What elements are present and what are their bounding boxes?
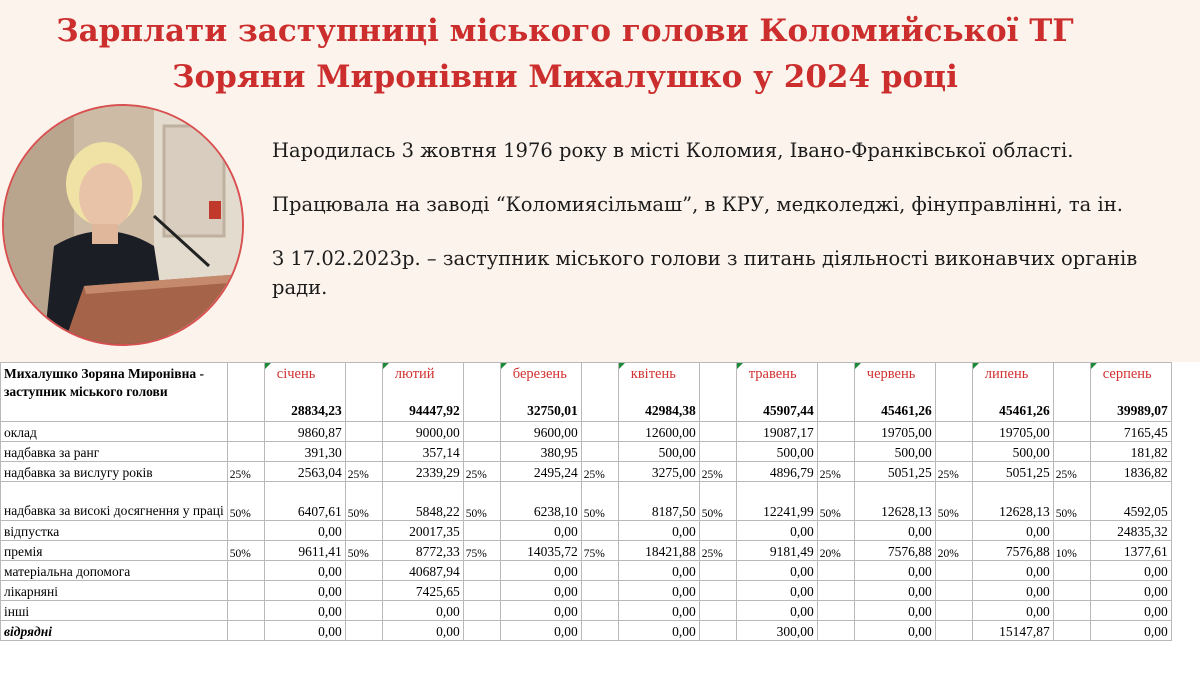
header-spacer-cell [581,363,618,422]
month-name: травень [748,366,797,382]
percent-cell[interactable] [463,422,500,442]
amount-cell[interactable]: 0,00 [618,621,699,641]
portrait-photo [2,104,244,346]
percent-cell[interactable] [699,442,736,462]
amount-cell[interactable]: 500,00 [972,442,1053,462]
salary-table-body [1,363,1172,641]
percent-cell[interactable]: 25% [1053,462,1090,482]
month-header-cell[interactable] [1090,363,1171,422]
month-total: 45461,26 [999,403,1050,418]
header-spacer-cell [935,363,972,422]
table-row [1,482,1172,521]
amount-cell[interactable]: 6407,61 [264,482,345,521]
amount-cell[interactable]: 12628,13 [972,482,1053,521]
percent-cell[interactable]: 50% [345,482,382,521]
amount-cell[interactable]: 357,14 [382,442,463,462]
percent-cell[interactable]: 25% [699,462,736,482]
bio-work: Працювала на заводі “Коломиясільмаш”, в КРУ, медколеджі, фінуправлінні, та ін. [272,193,1123,216]
amount-cell[interactable]: 0,00 [854,561,935,581]
amount-cell[interactable]: 19705,00 [854,422,935,442]
row-label[interactable]: надбавка за високі досягнення у праці [1,482,228,521]
amount-cell[interactable]: 15147,87 [972,621,1053,641]
amount-cell[interactable]: 6238,10 [500,482,581,521]
percent-cell[interactable] [227,561,264,581]
salary-spreadsheet [0,362,1200,675]
percent-cell[interactable]: 75% [463,541,500,561]
amount-cell[interactable]: 19705,00 [972,422,1053,442]
amount-cell[interactable]: 0,00 [264,601,345,621]
percent-cell[interactable] [345,442,382,462]
percent-cell[interactable] [227,601,264,621]
amount-cell[interactable]: 0,00 [382,621,463,641]
amount-cell[interactable]: 2495,24 [500,462,581,482]
amount-cell[interactable]: 9860,87 [264,422,345,442]
salary-table [0,362,1172,641]
header-spacer-cell [227,363,264,422]
percent-cell[interactable] [345,581,382,601]
percent-cell[interactable] [463,442,500,462]
table-row [1,462,1172,482]
month-total: 32750,01 [527,403,578,418]
percent-cell[interactable]: 50% [817,482,854,521]
percent-cell[interactable] [581,601,618,621]
amount-cell[interactable]: 0,00 [736,521,817,541]
amount-cell[interactable]: 0,00 [972,581,1053,601]
table-row [1,601,1172,621]
amount-cell[interactable]: 12600,00 [618,422,699,442]
row-label[interactable]: відпустка [1,521,228,541]
percent-cell[interactable] [227,521,264,541]
amount-cell[interactable]: 5848,22 [382,482,463,521]
employee-name-header: Михалушко Зоряна Миронівна - заступник міського голови [1,363,228,422]
amount-cell[interactable]: 3275,00 [618,462,699,482]
percent-cell[interactable] [227,621,264,641]
percent-cell[interactable] [935,561,972,581]
percent-cell[interactable] [1053,521,1090,541]
percent-cell[interactable] [581,621,618,641]
table-row [1,541,1172,561]
percent-cell[interactable]: 50% [699,482,736,521]
table-row [1,581,1172,601]
month-total: 45461,26 [881,403,932,418]
percent-cell[interactable]: 75% [581,541,618,561]
amount-cell[interactable]: 8187,50 [618,482,699,521]
percent-cell[interactable] [817,561,854,581]
amount-cell[interactable]: 0,00 [854,621,935,641]
header-spacer-cell [699,363,736,422]
row-label[interactable]: надбавка за вислугу років [1,462,228,482]
biography [272,136,1162,327]
amount-cell[interactable]: 391,30 [264,442,345,462]
amount-cell[interactable]: 4592,05 [1090,482,1171,521]
amount-cell[interactable]: 500,00 [618,442,699,462]
percent-cell[interactable] [345,621,382,641]
month-total: 45907,44 [763,403,814,418]
amount-cell[interactable]: 0,00 [618,521,699,541]
amount-cell[interactable]: 0,00 [1090,601,1171,621]
amount-cell[interactable]: 7165,45 [1090,422,1171,442]
percent-cell[interactable] [817,621,854,641]
month-total: 42984,38 [645,403,696,418]
percent-cell[interactable]: 10% [1053,541,1090,561]
row-label[interactable]: надбавка за ранг [1,442,228,462]
table-row [1,521,1172,541]
percent-cell[interactable]: 25% [345,462,382,482]
percent-cell[interactable] [1053,601,1090,621]
percent-cell[interactable]: 25% [935,462,972,482]
header-spacer-cell [1053,363,1090,422]
percent-cell[interactable] [817,601,854,621]
month-total: 39989,07 [1117,403,1168,418]
amount-cell[interactable]: 0,00 [736,581,817,601]
amount-cell[interactable]: 0,00 [1090,561,1171,581]
amount-cell[interactable]: 0,00 [500,601,581,621]
amount-cell[interactable]: 2563,04 [264,462,345,482]
percent-cell[interactable] [1053,561,1090,581]
month-name: лютий [394,366,435,382]
month-name: серпень [1102,366,1152,382]
percent-cell[interactable]: 25% [463,462,500,482]
amount-cell[interactable]: 19087,17 [736,422,817,442]
amount-cell[interactable]: 500,00 [736,442,817,462]
amount-cell[interactable]: 0,00 [972,601,1053,621]
month-name: березень [512,366,567,382]
percent-cell[interactable]: 50% [1053,482,1090,521]
percent-cell[interactable]: 25% [817,462,854,482]
page-title-line2: Зоряни Миронівни Михалушко у 2024 році [172,59,958,95]
percent-cell[interactable] [581,521,618,541]
percent-cell[interactable] [1053,442,1090,462]
amount-cell[interactable]: 0,00 [500,561,581,581]
amount-cell[interactable]: 500,00 [854,442,935,462]
amount-cell[interactable]: 0,00 [264,561,345,581]
amount-cell[interactable]: 181,82 [1090,442,1171,462]
percent-cell[interactable]: 50% [227,482,264,521]
amount-cell[interactable]: 0,00 [972,521,1053,541]
percent-cell[interactable] [935,442,972,462]
bio-birth: Народилась 3 жовтня 1976 року в місті Коломия, Івано-Франківської області. [272,139,1074,162]
percent-cell[interactable] [463,621,500,641]
month-header-cell[interactable] [618,363,699,422]
percent-cell[interactable] [1053,621,1090,641]
amount-cell[interactable]: 40687,94 [382,561,463,581]
month-name: квітень [630,366,676,382]
amount-cell[interactable]: 0,00 [382,601,463,621]
percent-cell[interactable]: 50% [463,482,500,521]
amount-cell[interactable]: 0,00 [1090,581,1171,601]
amount-cell[interactable]: 9611,41 [264,541,345,561]
amount-cell[interactable]: 0,00 [264,581,345,601]
percent-cell[interactable] [345,561,382,581]
percent-cell[interactable] [581,442,618,462]
amount-cell[interactable]: 2339,29 [382,462,463,482]
row-label[interactable]: матеріальна допомога [1,561,228,581]
amount-cell[interactable]: 5051,25 [972,462,1053,482]
page-title-line1: Зарплати заступниці міського голови Коломийської ТГ [56,13,1074,49]
month-total: 94447,92 [409,403,460,418]
amount-cell[interactable]: 0,00 [500,581,581,601]
month-name: червень [866,366,916,382]
portrait-illustration [4,106,242,344]
amount-cell[interactable]: 300,00 [736,621,817,641]
percent-cell[interactable]: 50% [581,482,618,521]
row-label[interactable]: відрядні [1,621,228,641]
amount-cell[interactable]: 14035,72 [500,541,581,561]
amount-cell[interactable]: 0,00 [264,521,345,541]
amount-cell[interactable]: 1377,61 [1090,541,1171,561]
amount-cell[interactable]: 9181,49 [736,541,817,561]
percent-cell[interactable] [227,581,264,601]
amount-cell[interactable]: 8772,33 [382,541,463,561]
month-name: липень [984,366,1029,382]
bio-position: З 17.02.2023р. – заступник міського голови з питань діяльності виконавчих органів ради. [272,247,1138,299]
amount-cell[interactable]: 0,00 [1090,621,1171,641]
amount-cell[interactable]: 12628,13 [854,482,935,521]
month-total: 28834,23 [291,403,342,418]
amount-cell[interactable]: 0,00 [618,561,699,581]
percent-cell[interactable] [581,581,618,601]
table-row [1,422,1172,442]
percent-cell[interactable] [935,521,972,541]
header-spacer-cell [817,363,854,422]
percent-cell[interactable] [817,422,854,442]
amount-cell[interactable]: 0,00 [264,621,345,641]
amount-cell[interactable]: 1836,82 [1090,462,1171,482]
percent-cell[interactable] [345,601,382,621]
header-row [1,363,1172,422]
percent-cell[interactable] [699,561,736,581]
percent-cell[interactable] [463,581,500,601]
amount-cell[interactable]: 20017,35 [382,521,463,541]
amount-cell[interactable]: 0,00 [854,521,935,541]
percent-cell[interactable] [463,601,500,621]
percent-cell[interactable] [227,422,264,442]
month-header-cell[interactable] [382,363,463,422]
percent-cell[interactable] [699,601,736,621]
month-header-cell[interactable] [500,363,581,422]
percent-cell[interactable]: 50% [935,482,972,521]
amount-cell[interactable]: 0,00 [618,581,699,601]
percent-cell[interactable] [345,521,382,541]
amount-cell[interactable]: 7576,88 [972,541,1053,561]
amount-cell[interactable]: 18421,88 [618,541,699,561]
percent-cell[interactable]: 50% [345,541,382,561]
amount-cell[interactable]: 9000,00 [382,422,463,442]
table-row [1,442,1172,462]
percent-cell[interactable] [699,422,736,442]
percent-cell[interactable] [699,521,736,541]
amount-cell[interactable]: 4896,79 [736,462,817,482]
page-title [0,8,1130,100]
header-spacer-cell [463,363,500,422]
amount-cell[interactable]: 9600,00 [500,422,581,442]
month-name: січень [276,366,316,382]
amount-cell[interactable]: 0,00 [736,561,817,581]
amount-cell[interactable]: 380,95 [500,442,581,462]
row-label[interactable]: інші [1,601,228,621]
percent-cell[interactable] [581,422,618,442]
header-spacer-cell [345,363,382,422]
month-header-cell[interactable] [736,363,817,422]
amount-cell[interactable]: 0,00 [736,601,817,621]
amount-cell[interactable]: 0,00 [500,521,581,541]
percent-cell[interactable] [935,422,972,442]
amount-cell[interactable]: 7425,65 [382,581,463,601]
amount-cell[interactable]: 24835,32 [1090,521,1171,541]
row-label[interactable]: лікарняні [1,581,228,601]
percent-cell[interactable] [935,601,972,621]
percent-cell[interactable] [345,422,382,442]
percent-cell[interactable] [227,442,264,462]
percent-cell[interactable]: 25% [699,541,736,561]
percent-cell[interactable] [699,581,736,601]
percent-cell[interactable] [817,442,854,462]
amount-cell[interactable]: 0,00 [854,601,935,621]
amount-cell[interactable]: 5051,25 [854,462,935,482]
percent-cell[interactable] [817,581,854,601]
percent-cell[interactable] [699,621,736,641]
percent-cell[interactable] [817,521,854,541]
percent-cell[interactable]: 25% [581,462,618,482]
percent-cell[interactable] [463,521,500,541]
month-header-cell[interactable] [972,363,1053,422]
amount-cell[interactable]: 12241,99 [736,482,817,521]
percent-cell[interactable] [1053,422,1090,442]
month-header-cell[interactable] [854,363,935,422]
amount-cell[interactable]: 0,00 [972,561,1053,581]
month-header-cell[interactable] [264,363,345,422]
row-label[interactable]: оклад [1,422,228,442]
amount-cell[interactable]: 0,00 [618,601,699,621]
table-row [1,621,1172,641]
percent-cell[interactable] [1053,581,1090,601]
percent-cell[interactable] [463,561,500,581]
amount-cell[interactable]: 0,00 [854,581,935,601]
row-label[interactable]: премія [1,541,228,561]
percent-cell[interactable]: 20% [935,541,972,561]
percent-cell[interactable]: 25% [227,462,264,482]
percent-cell[interactable]: 20% [817,541,854,561]
table-row [1,561,1172,581]
percent-cell[interactable] [935,621,972,641]
amount-cell[interactable]: 7576,88 [854,541,935,561]
percent-cell[interactable] [581,561,618,581]
amount-cell[interactable]: 0,00 [500,621,581,641]
percent-cell[interactable]: 50% [227,541,264,561]
percent-cell[interactable] [935,581,972,601]
